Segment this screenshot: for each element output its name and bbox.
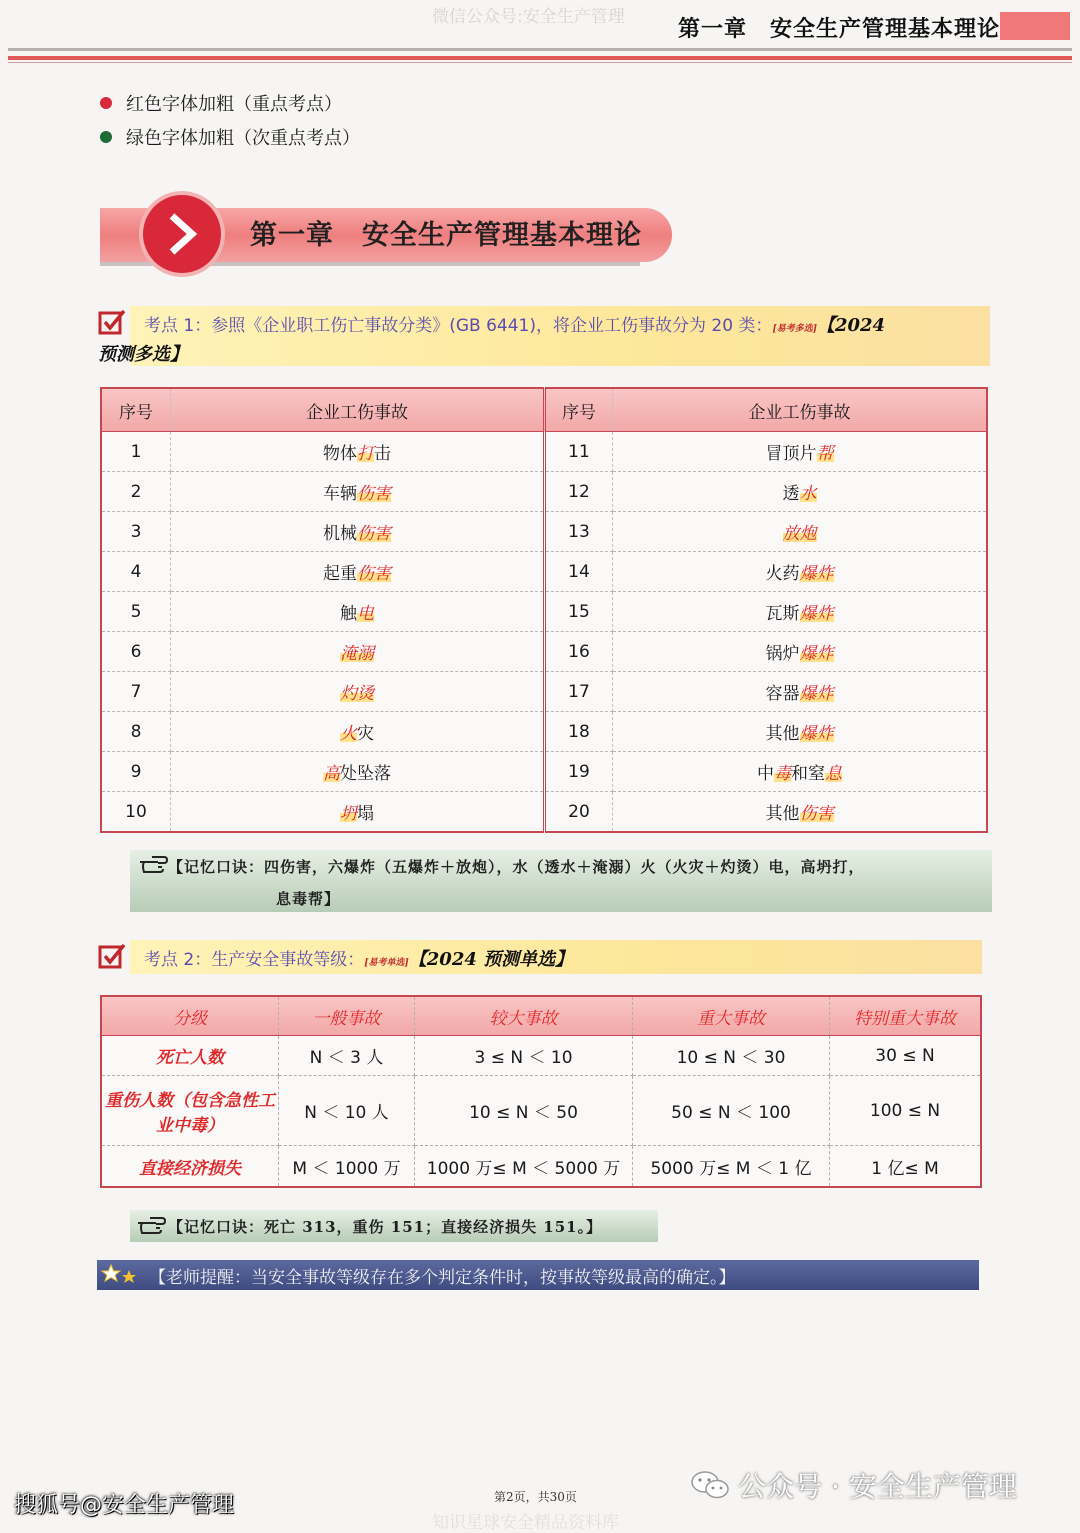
highlight-text: 爆炸	[799, 604, 834, 624]
cell-text: 和窒	[791, 764, 825, 784]
row-number: 2	[101, 472, 171, 512]
cell-text: 灾	[357, 724, 374, 744]
wechat-icon	[690, 1469, 730, 1501]
highlight-text: 爆炸	[799, 724, 834, 744]
red-dot-icon	[100, 97, 112, 109]
table-row	[101, 512, 987, 552]
wechat-account-badge	[690, 1465, 1017, 1505]
cell-text: 触	[340, 604, 357, 624]
cell-text: 起重	[323, 564, 357, 584]
point1-title	[144, 311, 994, 337]
accident-type	[613, 512, 988, 552]
col-header: 企业工伤事故	[613, 388, 988, 432]
row-number: 14	[545, 552, 613, 592]
legend-label: 绿色字体加粗（次重点考点）	[126, 128, 360, 149]
row-number: 1	[101, 432, 171, 472]
point2-tag: [易考单选]	[364, 958, 409, 968]
cell-text: 中	[757, 764, 774, 784]
grade-value: N ＜ 10 人	[279, 1076, 415, 1146]
accident-type	[613, 592, 988, 632]
memo1-line2: 息毒帮】	[276, 890, 341, 908]
row-number: 12	[545, 472, 613, 512]
table-row	[101, 1036, 981, 1076]
row-label: 重伤人数（包含急性工业中毒）	[101, 1076, 279, 1146]
grade-value: 1 亿≤ M	[830, 1146, 982, 1187]
accident-type	[171, 592, 545, 632]
col-header: 重大事故	[633, 996, 830, 1036]
header-rule-thin	[8, 62, 1072, 63]
row-number: 8	[101, 712, 171, 752]
accident-type	[613, 552, 988, 592]
accident-type	[171, 712, 545, 752]
accident-grade-table	[100, 995, 982, 1188]
accident-type	[613, 472, 988, 512]
row-number: 20	[545, 792, 613, 833]
cell-text: 物体	[323, 444, 357, 464]
row-label: 死亡人数	[101, 1036, 279, 1076]
accident-type	[171, 672, 545, 712]
table-row	[101, 632, 987, 672]
chevron-right-icon	[143, 195, 221, 273]
accident-type	[613, 792, 988, 833]
col-header: 分级	[101, 996, 279, 1036]
chapter-heading: 第一章 安全生产管理基本理论	[250, 220, 642, 251]
accident-type	[171, 512, 545, 552]
highlight-text: 帮	[816, 444, 834, 464]
cell-text: 处坠落	[340, 764, 391, 784]
memo1-line1: 【记忆口诀：四伤害，六爆炸（五爆炸＋放炮），水（透水＋淹溺）火（火灾＋灼烫）电，高坍打，	[168, 858, 865, 876]
point1-text: 考点 1：参照《企业职工伤亡事故分类》(GB 6441)，将企业工伤事故分为 20 类：	[144, 316, 773, 336]
highlight-text: 电	[357, 604, 374, 624]
highlight-text: 水	[799, 484, 817, 504]
accident-type	[613, 632, 988, 672]
accident-type	[613, 712, 988, 752]
highlight-text: 伤害	[799, 804, 834, 824]
grade-value: 50 ≤ N ＜ 100	[633, 1076, 830, 1146]
pointing-hand-icon	[136, 1215, 166, 1237]
highlight-text: 爆炸	[799, 564, 834, 584]
accident-type	[171, 632, 545, 672]
cell-text: 其他	[765, 804, 800, 824]
highlight-text: 打	[357, 444, 374, 464]
row-number: 18	[545, 712, 613, 752]
table-row	[101, 472, 987, 512]
table-row	[101, 432, 987, 472]
row-number: 6	[101, 632, 171, 672]
grade-value: 10 ≤ N ＜ 30	[633, 1036, 830, 1076]
row-number: 10	[101, 792, 171, 833]
cell-text: 透	[782, 484, 800, 504]
sohu-account-label: 搜狐号@安全生产管理	[14, 1493, 235, 1518]
accident-type	[171, 792, 545, 833]
point2-predict: 【2024 预测单选】	[408, 949, 574, 970]
accident-type	[613, 432, 988, 472]
header-color-block	[1000, 12, 1070, 40]
row-number: 16	[545, 632, 613, 672]
table-row	[101, 712, 987, 752]
table-row	[101, 1076, 981, 1146]
cell-text: 锅炉	[765, 644, 800, 664]
accident-type	[171, 752, 545, 792]
table-row	[101, 672, 987, 712]
highlight-text: 火	[340, 724, 357, 744]
highlight-text: 息	[825, 764, 842, 784]
col-header: 序号	[101, 388, 171, 432]
checkbox-check-icon	[98, 942, 126, 970]
accident-type	[613, 672, 988, 712]
legend-label: 红色字体加粗（重点考点）	[126, 94, 342, 115]
green-dot-icon	[100, 131, 112, 143]
grade-value: 5000 万≤ M ＜ 1 亿	[633, 1146, 830, 1187]
col-header: 序号	[545, 388, 613, 432]
footer-watermark: 知识星球安全精品资料库	[432, 1513, 619, 1533]
memo2-text: 【记忆口诀：死亡 313，重伤 151；直接经济损失 151。】	[168, 1218, 603, 1236]
stars-icon	[101, 1262, 141, 1288]
table-row	[101, 1146, 981, 1187]
point1-predict-cont: 预测多选】	[98, 344, 188, 365]
page-number: 第2页，共30页	[494, 1490, 577, 1504]
cell-text: 车辆	[323, 484, 357, 504]
point2-text: 考点 2：生产安全事故等级：	[144, 950, 365, 970]
accident-type	[171, 472, 545, 512]
grade-value: 30 ≤ N	[830, 1036, 982, 1076]
point1-predict: 【2024	[816, 315, 886, 336]
table-row	[101, 552, 987, 592]
highlight-text: 爆炸	[799, 644, 834, 664]
col-header: 特别重大事故	[830, 996, 982, 1036]
table-header-row	[101, 996, 981, 1036]
row-label: 直接经济损失	[101, 1146, 279, 1187]
row-number: 15	[545, 592, 613, 632]
table-row	[101, 752, 987, 792]
header-watermark: 微信公众号:安全生产管理	[432, 7, 625, 27]
cell-text: 塌	[357, 804, 374, 824]
row-number: 4	[101, 552, 171, 592]
grade-value: N ＜ 3 人	[279, 1036, 415, 1076]
row-number: 3	[101, 512, 171, 552]
highlight-text: 灼烫	[340, 684, 374, 704]
accident-type	[613, 752, 988, 792]
legend-item-key	[100, 90, 342, 116]
pointing-hand-icon	[138, 854, 168, 876]
highlight-text: 爆炸	[799, 684, 834, 704]
cell-text: 冒顶片	[765, 444, 817, 464]
header-rule-red	[8, 56, 1072, 60]
col-header: 较大事故	[415, 996, 633, 1036]
row-number: 7	[101, 672, 171, 712]
highlight-text: 坍	[340, 804, 357, 824]
point2-title	[144, 945, 573, 971]
row-number: 13	[545, 512, 613, 552]
accident-type	[171, 432, 545, 472]
header-rule	[8, 48, 1072, 51]
col-header: 一般事故	[279, 996, 415, 1036]
table-row	[101, 792, 987, 833]
legend-item-secondary	[100, 124, 360, 150]
wechat-account-text: 公众号 · 安全生产管理	[738, 1470, 1017, 1503]
injury-category-table	[100, 387, 988, 833]
grade-value: 1000 万≤ M ＜ 5000 万	[415, 1146, 633, 1187]
row-number: 11	[545, 432, 613, 472]
highlight-text: 放炮	[782, 524, 817, 544]
cell-text: 机械	[323, 524, 357, 544]
row-number: 19	[545, 752, 613, 792]
cell-text: 瓦斯	[765, 604, 800, 624]
highlight-text: 伤害	[357, 484, 391, 504]
teacher-tip-bar	[97, 1260, 979, 1290]
row-number: 17	[545, 672, 613, 712]
table-row	[101, 592, 987, 632]
cell-text: 其他	[765, 724, 800, 744]
grade-value: 10 ≤ N ＜ 50	[415, 1076, 633, 1146]
running-chapter-title: 第一章 安全生产管理基本理论	[678, 17, 1001, 42]
checkbox-check-icon	[98, 308, 126, 336]
highlight-text: 伤害	[357, 524, 391, 544]
grade-value: 100 ≤ N	[830, 1076, 982, 1146]
table-header-row	[101, 388, 987, 432]
highlight-text: 淹溺	[340, 644, 374, 664]
highlight-text: 伤害	[357, 564, 391, 584]
cell-text: 容器	[765, 684, 800, 704]
highlight-text: 高	[323, 764, 340, 784]
teacher-tip-text: 【老师提醒：当安全事故等级存在多个判定条件时，按事故等级最高的确定。】	[149, 1267, 736, 1288]
col-header: 企业工伤事故	[171, 388, 545, 432]
row-number: 5	[101, 592, 171, 632]
grade-value: M ＜ 1000 万	[279, 1146, 415, 1187]
grade-value: 3 ≤ N ＜ 10	[415, 1036, 633, 1076]
row-number: 9	[101, 752, 171, 792]
cell-text: 击	[374, 444, 391, 464]
highlight-text: 毒	[774, 764, 791, 784]
point1-tag: [易考多选]	[772, 324, 817, 334]
cell-text: 火药	[765, 564, 800, 584]
accident-type	[171, 552, 545, 592]
